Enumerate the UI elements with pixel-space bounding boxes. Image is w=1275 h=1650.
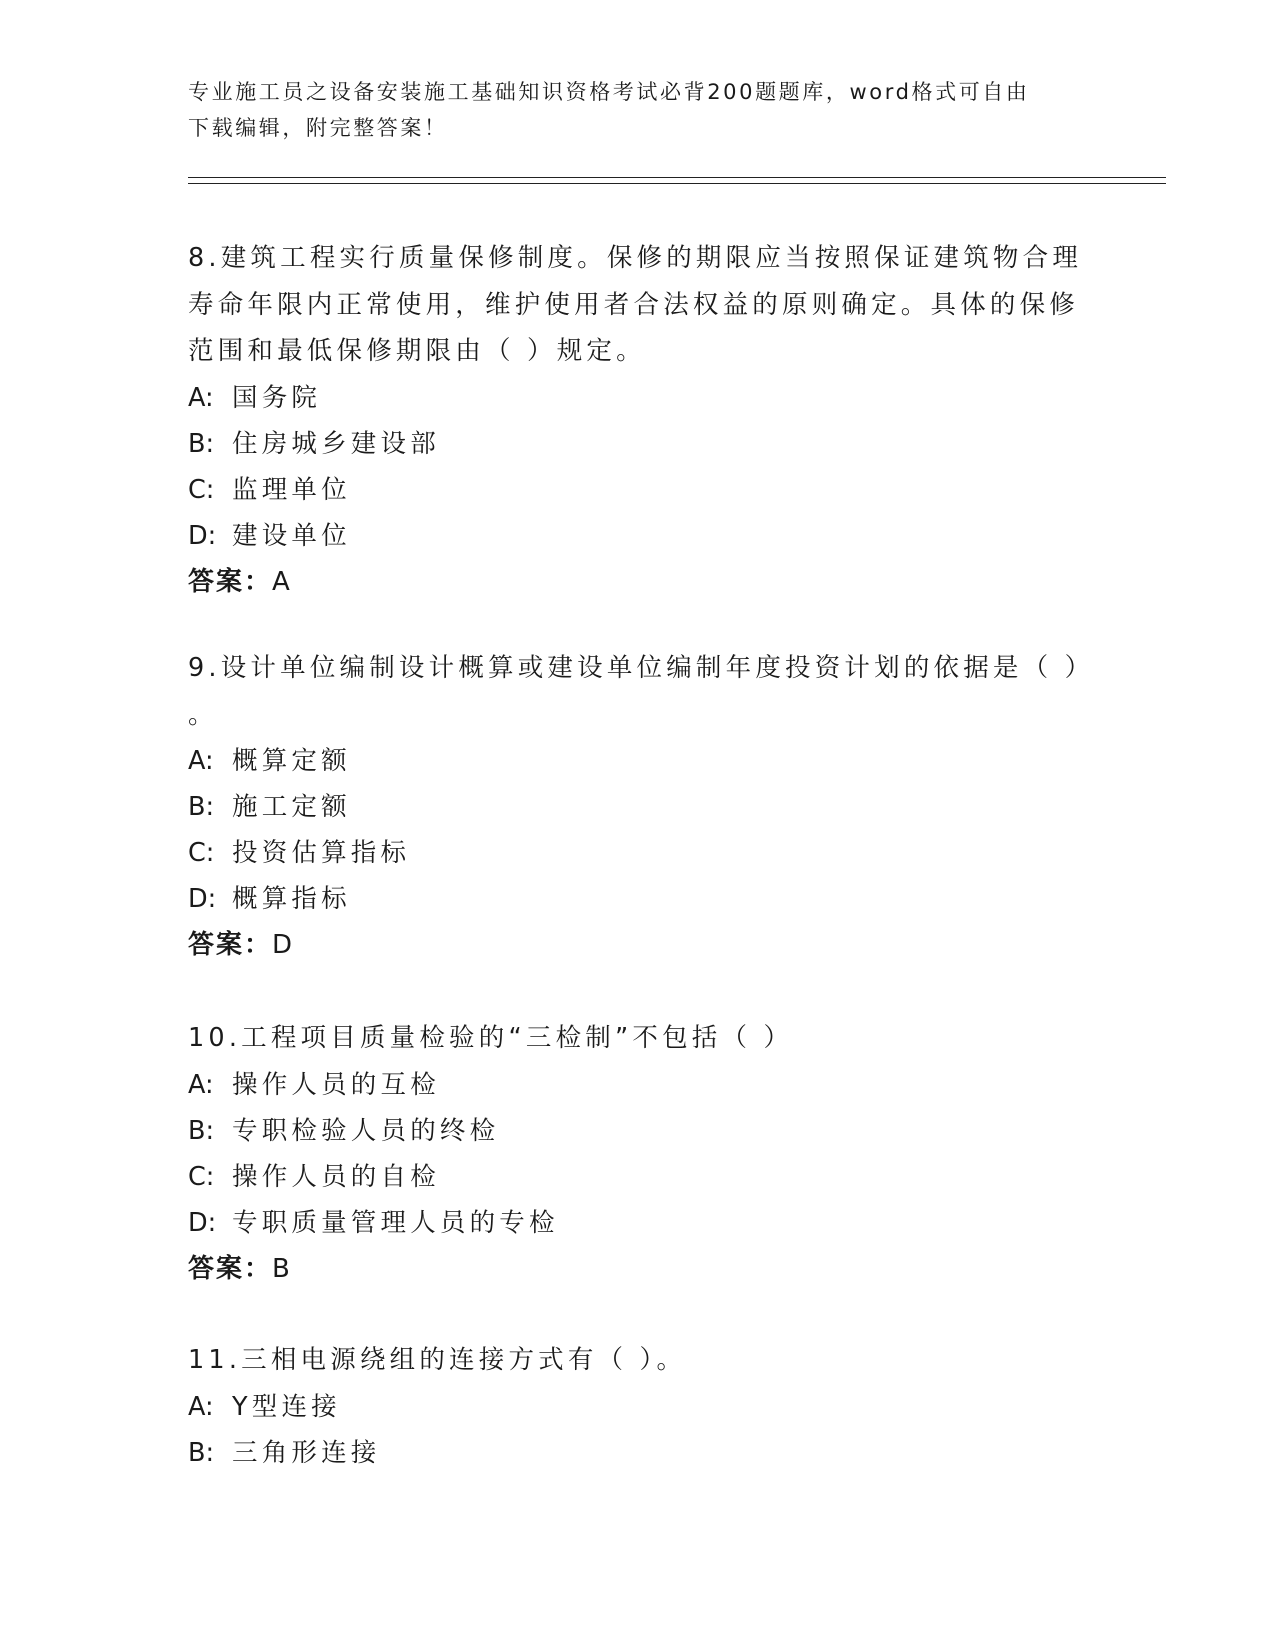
answer-value: B xyxy=(272,1253,292,1284)
option-key: D: xyxy=(188,520,217,551)
option-a xyxy=(188,738,1088,784)
option-key: B: xyxy=(188,792,215,822)
option-b xyxy=(188,421,1088,467)
question-text-line: 11.三相电源绕组的连接方式有（ ）。 xyxy=(188,1345,687,1375)
option-text: 概算定额 xyxy=(232,746,351,776)
question-10 xyxy=(188,1015,1088,1292)
question-text-line: 寿命年限内正常使用，维护使用者合法权益的原则确定。具体的保修 xyxy=(188,289,1080,320)
option-key: A: xyxy=(188,746,214,776)
option-text: 操作人员的互检 xyxy=(232,1069,440,1100)
answer-line xyxy=(188,922,1088,968)
answer-label: 答案： xyxy=(188,930,273,960)
option-key: D: xyxy=(188,1207,217,1238)
option-b xyxy=(188,784,1088,830)
question-text-line: 9.设计单位编制设计概算或建设单位编制年度投资计划的依据是（ ） xyxy=(188,653,1095,683)
answer-line xyxy=(188,559,1088,605)
option-text: 建设单位 xyxy=(232,520,351,551)
option-text: 三角形连接 xyxy=(232,1437,381,1468)
option-key: A: xyxy=(188,1069,214,1100)
option-key: B: xyxy=(188,428,215,459)
option-text: 住房城乡建设部 xyxy=(232,428,440,459)
option-c xyxy=(188,1154,1088,1200)
option-c xyxy=(188,467,1088,513)
option-text: 专职检验人员的终检 xyxy=(232,1115,500,1146)
option-text: 概算指标 xyxy=(232,884,351,914)
answer-label: 答案： xyxy=(188,566,273,597)
document-header xyxy=(188,74,1088,146)
option-key: C: xyxy=(188,474,215,505)
answer-label: 答案： xyxy=(188,1253,273,1284)
option-key: C: xyxy=(188,1161,215,1192)
question-9 xyxy=(188,645,1095,968)
question-text-line: 范围和最低保修期限由（ ）规定。 xyxy=(188,336,646,366)
answer-value: A xyxy=(272,566,292,597)
option-d xyxy=(188,876,1088,922)
option-text: 监理单位 xyxy=(232,474,351,505)
answer-line xyxy=(188,1246,1088,1292)
question-text-line: 10.工程项目质量检验的“三检制”不包括（ ） xyxy=(188,1023,794,1053)
header-line-1: 专业施工员之设备安装施工基础知识资格考试必背200题题库，word格式可自由 xyxy=(188,80,1030,104)
option-b xyxy=(188,1430,1088,1476)
option-text: 操作人员的自检 xyxy=(232,1161,440,1192)
header-line-2: 下载编辑，附完整答案！ xyxy=(188,116,448,140)
option-key: A: xyxy=(188,382,214,413)
option-a xyxy=(188,1062,1088,1108)
option-a xyxy=(188,375,1088,421)
option-b xyxy=(188,1108,1088,1154)
question-8 xyxy=(188,235,1088,605)
header-divider-top xyxy=(188,177,1166,178)
question-11 xyxy=(188,1337,1088,1476)
option-key: B: xyxy=(188,1115,215,1146)
option-d xyxy=(188,513,1088,559)
option-key: B: xyxy=(188,1437,215,1468)
option-text: 施工定额 xyxy=(232,792,351,822)
question-text-line: 8.建筑工程实行质量保修制度。保修的期限应当按照保证建筑物合理 xyxy=(188,243,1083,273)
option-a xyxy=(188,1384,1088,1430)
option-c xyxy=(188,830,1088,876)
option-key: C: xyxy=(188,838,215,868)
option-text: 专职质量管理人员的专检 xyxy=(232,1207,559,1238)
option-text: 国务院 xyxy=(232,382,322,413)
header-divider-bottom xyxy=(188,183,1166,184)
answer-value: D xyxy=(272,930,295,960)
question-text-line: 。 xyxy=(188,699,218,730)
option-text: Y型连接 xyxy=(232,1391,341,1422)
option-key: D: xyxy=(188,884,217,914)
option-text: 投资估算指标 xyxy=(232,838,411,868)
option-key: A: xyxy=(188,1391,214,1422)
option-d xyxy=(188,1200,1088,1246)
